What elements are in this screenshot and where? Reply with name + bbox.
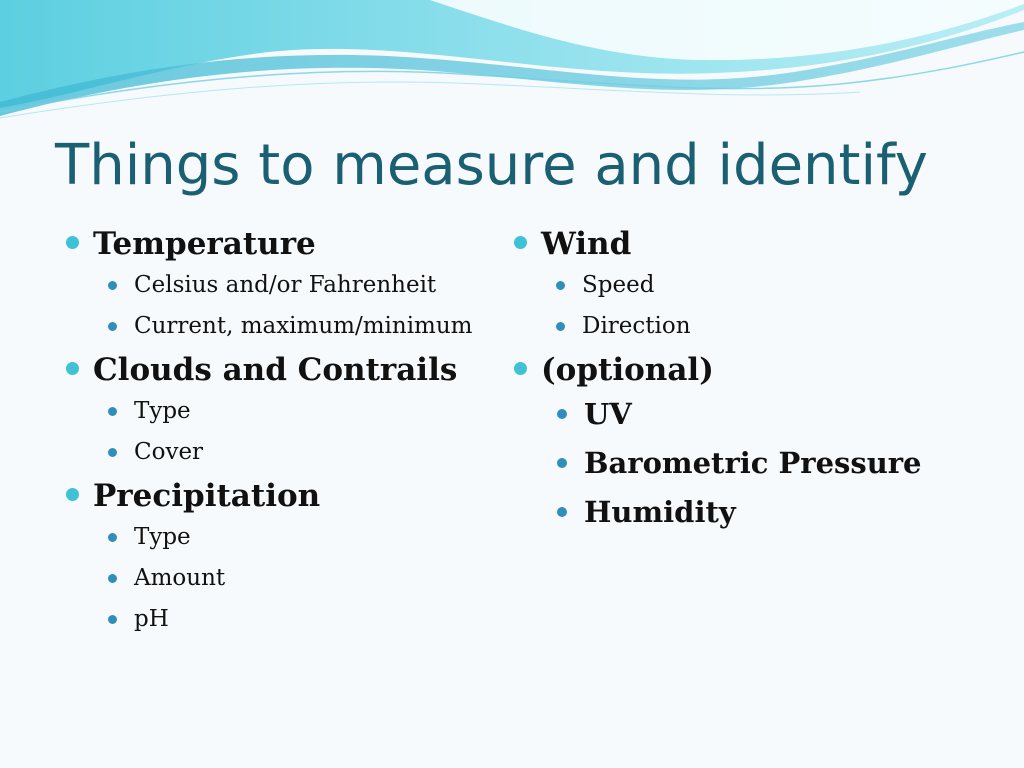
- list-subitem-label: pH: [134, 606, 169, 632]
- list-heading: (optional): [541, 352, 714, 388]
- list-subitem-label: Cover: [134, 439, 204, 465]
- list-subitem: [66, 563, 506, 593]
- left-column: [66, 226, 506, 645]
- slide-title: Things to measure and identify: [55, 133, 928, 198]
- list-subitem: [66, 270, 506, 300]
- list-subitem: [66, 437, 506, 467]
- bullet-icon: [108, 322, 117, 331]
- list-subitem: [66, 522, 506, 552]
- bullet-icon: [66, 488, 79, 501]
- header-wave-decoration: [0, 0, 1024, 140]
- list-subitem-label: Humidity: [584, 495, 736, 529]
- list-subitem: [66, 396, 506, 426]
- list-subitem: [66, 311, 506, 341]
- bullet-icon: [556, 281, 565, 290]
- list-subitem-label: Speed: [582, 272, 655, 298]
- bullet-icon: [108, 615, 117, 624]
- list-subitem-label: Type: [134, 398, 191, 424]
- list-heading: Precipitation: [93, 478, 321, 514]
- list-subitem: [514, 270, 954, 300]
- list-subitem-label: Amount: [134, 565, 226, 591]
- list-subitem-label: UV: [584, 397, 632, 431]
- bullet-icon: [557, 458, 567, 468]
- list-subitem-label: Celsius and/or Fahrenheit: [134, 272, 437, 298]
- list-heading: Temperature: [93, 226, 316, 262]
- bullet-icon: [66, 236, 79, 249]
- list-subitem: [66, 604, 506, 634]
- list-item-clouds: [66, 352, 506, 388]
- list-subitem-label: Direction: [582, 313, 691, 339]
- bullet-icon: [66, 362, 79, 375]
- bullet-icon: [557, 409, 567, 419]
- list-subitem: [514, 494, 954, 530]
- list-subitem-label: Type: [134, 524, 191, 550]
- list-item-wind: [514, 226, 954, 262]
- list-subitem: [514, 311, 954, 341]
- list-subitem-label: Barometric Pressure: [584, 446, 922, 480]
- list-subitem-label: Current, maximum/minimum: [134, 313, 473, 339]
- bullet-icon: [108, 448, 117, 457]
- right-column: [514, 226, 954, 543]
- list-subitem: [514, 396, 954, 432]
- list-item-temperature: [66, 226, 506, 262]
- list-item-optional: [514, 352, 954, 388]
- bullet-icon: [557, 507, 567, 517]
- bullet-icon: [108, 407, 117, 416]
- list-heading: Wind: [541, 226, 632, 262]
- bullet-icon: [108, 574, 117, 583]
- list-item-precipitation: [66, 478, 506, 514]
- bullet-icon: [108, 533, 117, 542]
- list-subitem: [514, 445, 954, 481]
- bullet-icon: [108, 281, 117, 290]
- list-heading: Clouds and Contrails: [93, 352, 458, 388]
- bullet-icon: [514, 362, 527, 375]
- bullet-icon: [556, 322, 565, 331]
- bullet-icon: [514, 236, 527, 249]
